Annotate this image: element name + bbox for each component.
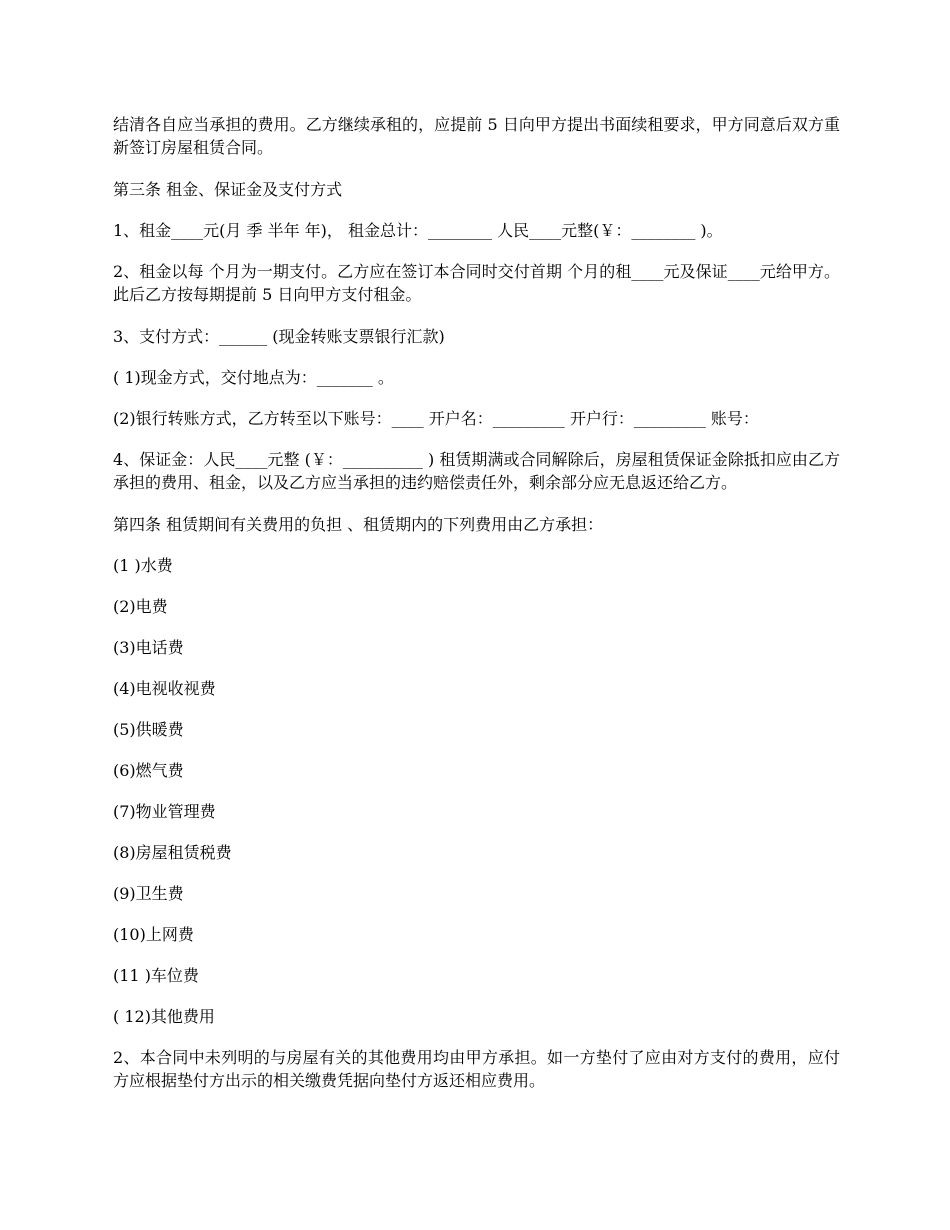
fee-item: (6)燃气费 [113,761,184,780]
payment-period-clause: 2、租金以每 个月为一期支付。乙方应在签订本合同时交付首期 个月的租____元及保证____元给甲方。此后乙方按每期提前 5 日向甲方支付租金。 [113,262,840,304]
article-three-heading: 第三条 租金、保证金及支付方式 [113,180,343,199]
document-page [113,113,840,1111]
fee-item: (2)电费 [113,597,168,616]
deposit-clause: 4、保证金：人民____元整 (￥：__________ ) 租赁期满或合同解除后，房屋租赁保证金除抵扣应由乙方承担的费用、租金，以及乙方应当承担的违约赔偿责任外，剩余部分应无息返还给乙方。 [113,450,840,492]
rent-amount-clause: 1、租金____元(月 季 半年 年)， 租金总计：________ 人民____元整(￥：________ )。 [113,221,723,240]
cash-payment-clause: ( 1)现金方式，交付地点为：_______ 。 [113,368,394,387]
fee-item: (5)供暖费 [113,720,184,739]
payment-method-clause: 3、支付方式：______ (现金转账支票银行汇款) [113,327,445,346]
fee-item: (9)卫生费 [113,884,184,903]
fee-item: (3)电话费 [113,638,184,657]
fee-item: (4)电视收视费 [113,679,216,698]
paragraph-continuation: 结清各自应当承担的费用。乙方继续承租的，应提前 5 日向甲方提出书面续租要求，甲方同意后双方重新签订房屋租赁合同。 [113,115,840,157]
fee-item: (10)上网费 [113,925,194,944]
fee-item: (1 )水费 [113,556,173,575]
fee-item: (11 )车位费 [113,966,199,985]
bank-transfer-clause: (2)银行转账方式，乙方转至以下账号：____ 开户名：_________ 开户行：_________ 账号： [113,409,759,428]
fee-item: (8)房屋租赁税费 [113,843,232,862]
article-four-heading: 第四条 租赁期间有关费用的负担 、租赁期内的下列费用由乙方承担： [113,515,604,534]
fee-item: ( 12)其他费用 [113,1007,215,1026]
other-fees-clause: 2、本合同中未列明的与房屋有关的其他费用均由甲方承担。如一方垫付了应由对方支付的费用，应付方应根据垫付方出示的相关缴费凭据向垫付方返还相应费用。 [113,1048,840,1090]
fee-item: (7)物业管理费 [113,802,216,821]
